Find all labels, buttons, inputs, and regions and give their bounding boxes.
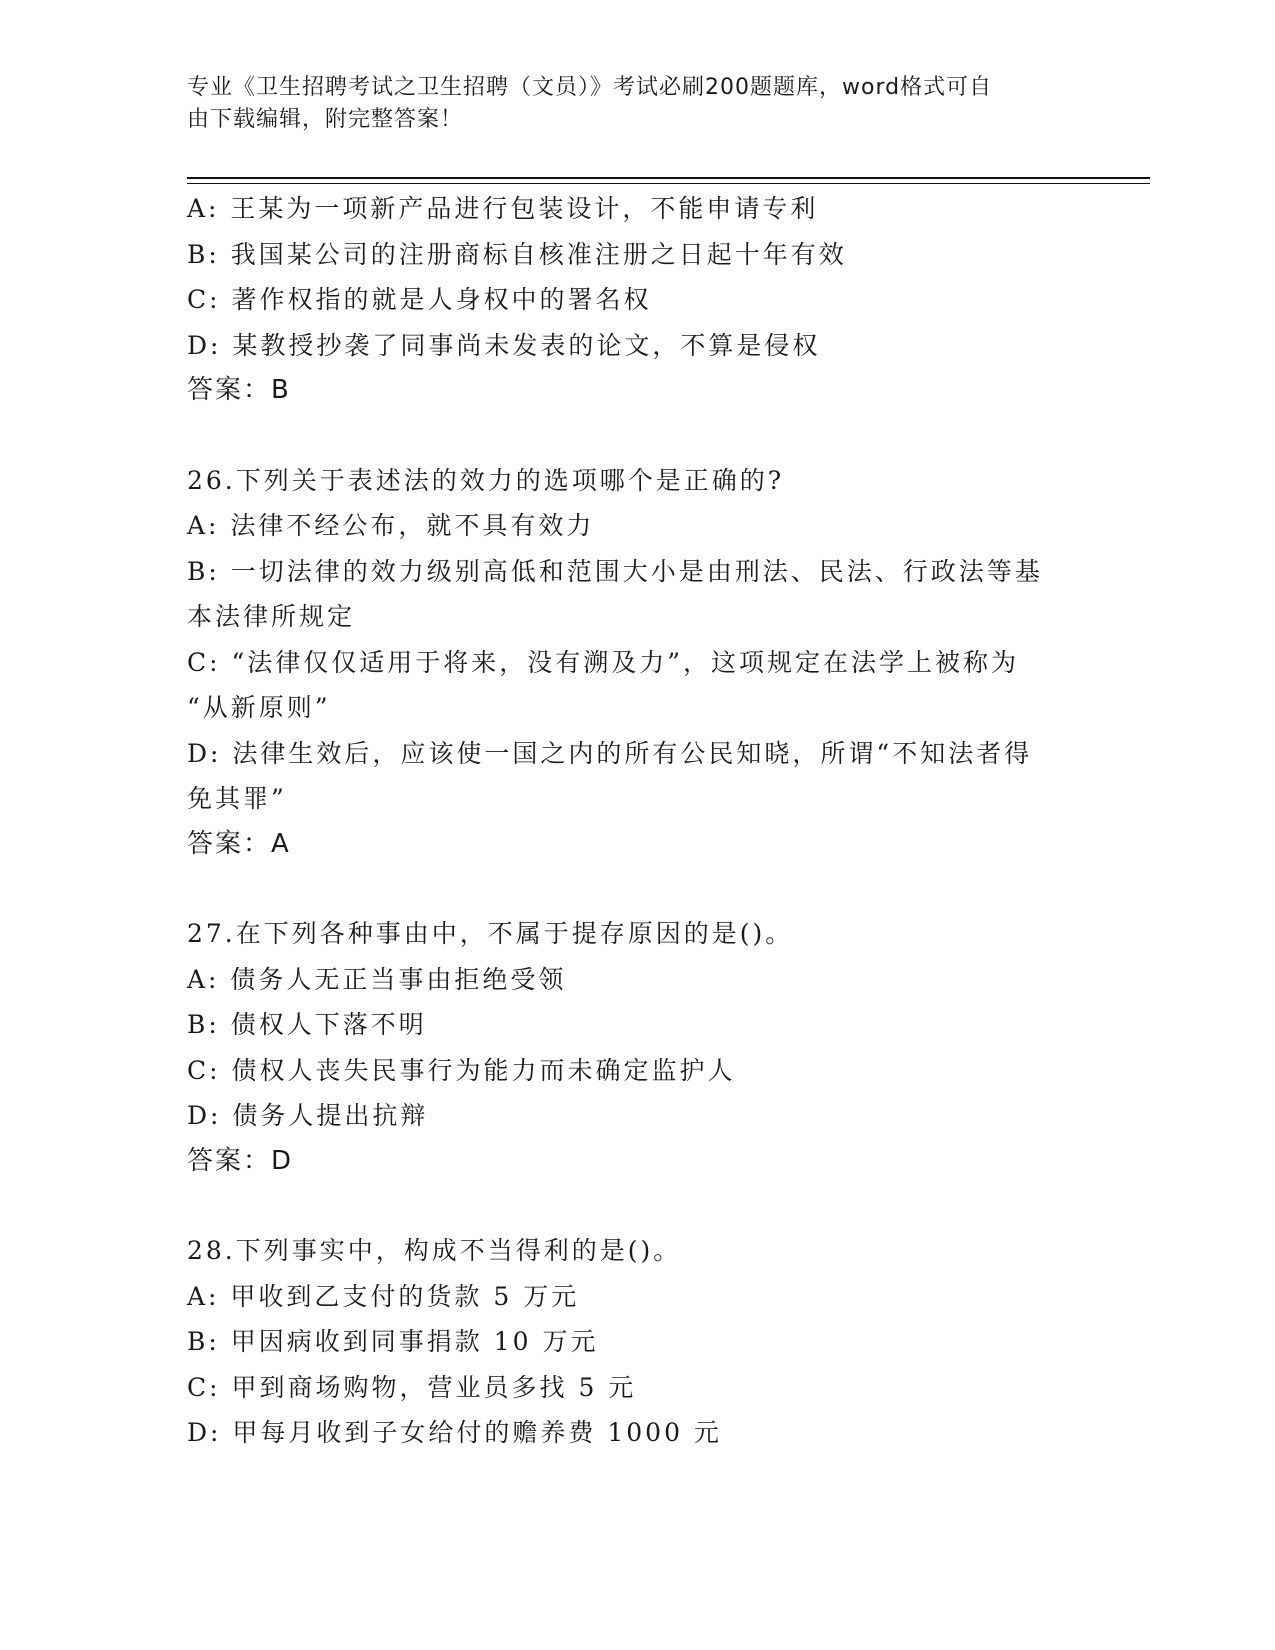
option-d: D: 某教授抄袭了同事尚未发表的论文，不算是侵权 bbox=[187, 330, 821, 360]
option-b: B: 我国某公司的注册商标自核准注册之日起十年有效 bbox=[187, 239, 847, 269]
option-d-continued: 免其罪” bbox=[187, 784, 287, 813]
question-text: 28.下列事实中，构成不当得利的是()。 bbox=[187, 1236, 682, 1265]
question-25-block bbox=[187, 186, 1067, 414]
option-a: A: 债务人无正当事由拒绝受领 bbox=[187, 964, 567, 994]
option-b: B: 债权人下落不明 bbox=[187, 1010, 427, 1039]
option-c: C: 债权人丧失民事行为能力而未确定监护人 bbox=[187, 1055, 736, 1085]
option-a: A: 甲收到乙支付的货款 5 万元 bbox=[187, 1281, 580, 1311]
header-rule-thin bbox=[187, 183, 1150, 184]
question-26-block bbox=[187, 458, 1067, 868]
option-c: C: 著作权指的就是人身权中的署名权 bbox=[187, 285, 652, 314]
option-c: C: 甲到商场购物，营业员多找 5 元 bbox=[187, 1372, 637, 1402]
header-line-1: 专业《卫生招聘考试之卫生招聘（文员）》考试必刷200题题库，word格式可自 bbox=[187, 75, 993, 100]
answer-line: 答案：A bbox=[187, 828, 291, 859]
header-rule-thick bbox=[187, 177, 1150, 179]
answer-line: 答案：D bbox=[187, 1145, 294, 1176]
option-a: A: 王某为一项新产品进行包装设计，不能申请专利 bbox=[187, 194, 819, 223]
header-line-2: 由下载编辑，附完整答案！ bbox=[187, 107, 464, 132]
option-d: D: 甲每月收到子女给付的赡养费 1000 元 bbox=[187, 1418, 722, 1447]
block-spacer bbox=[187, 1184, 1067, 1228]
document-header bbox=[187, 72, 1067, 136]
option-a: A: 法律不经公布，就不具有效力 bbox=[187, 511, 595, 540]
option-d: D: 债务人提出抗辩 bbox=[187, 1101, 429, 1130]
question-text: 26.下列关于表述法的效力的选项哪个是正确的? bbox=[187, 465, 785, 495]
question-list bbox=[187, 186, 1067, 1456]
option-b: B: 一切法律的效力级别高低和范围大小是由刑法、民法、行政法等基 bbox=[187, 556, 1043, 586]
option-b: B: 甲因病收到同事捐款 10 万元 bbox=[187, 1327, 599, 1356]
option-d: D: 法律生效后，应该使一国之内的所有公民知晓，所谓“不知法者得 bbox=[187, 738, 1033, 768]
question-text: 27.在下列各种事由中，不属于提存原因的是()。 bbox=[187, 919, 794, 948]
option-c: C: “法律仅仅适用于将来，没有溯及力”，这项规定在法学上被称为 bbox=[187, 647, 1020, 677]
option-c-continued: “从新原则” bbox=[187, 693, 331, 722]
answer-line: 答案：B bbox=[187, 375, 291, 405]
question-28-block bbox=[187, 1228, 1067, 1456]
question-27-block bbox=[187, 911, 1067, 1184]
option-b-continued: 本法律所规定 bbox=[187, 602, 356, 631]
block-spacer bbox=[187, 414, 1067, 458]
block-spacer bbox=[187, 867, 1067, 911]
